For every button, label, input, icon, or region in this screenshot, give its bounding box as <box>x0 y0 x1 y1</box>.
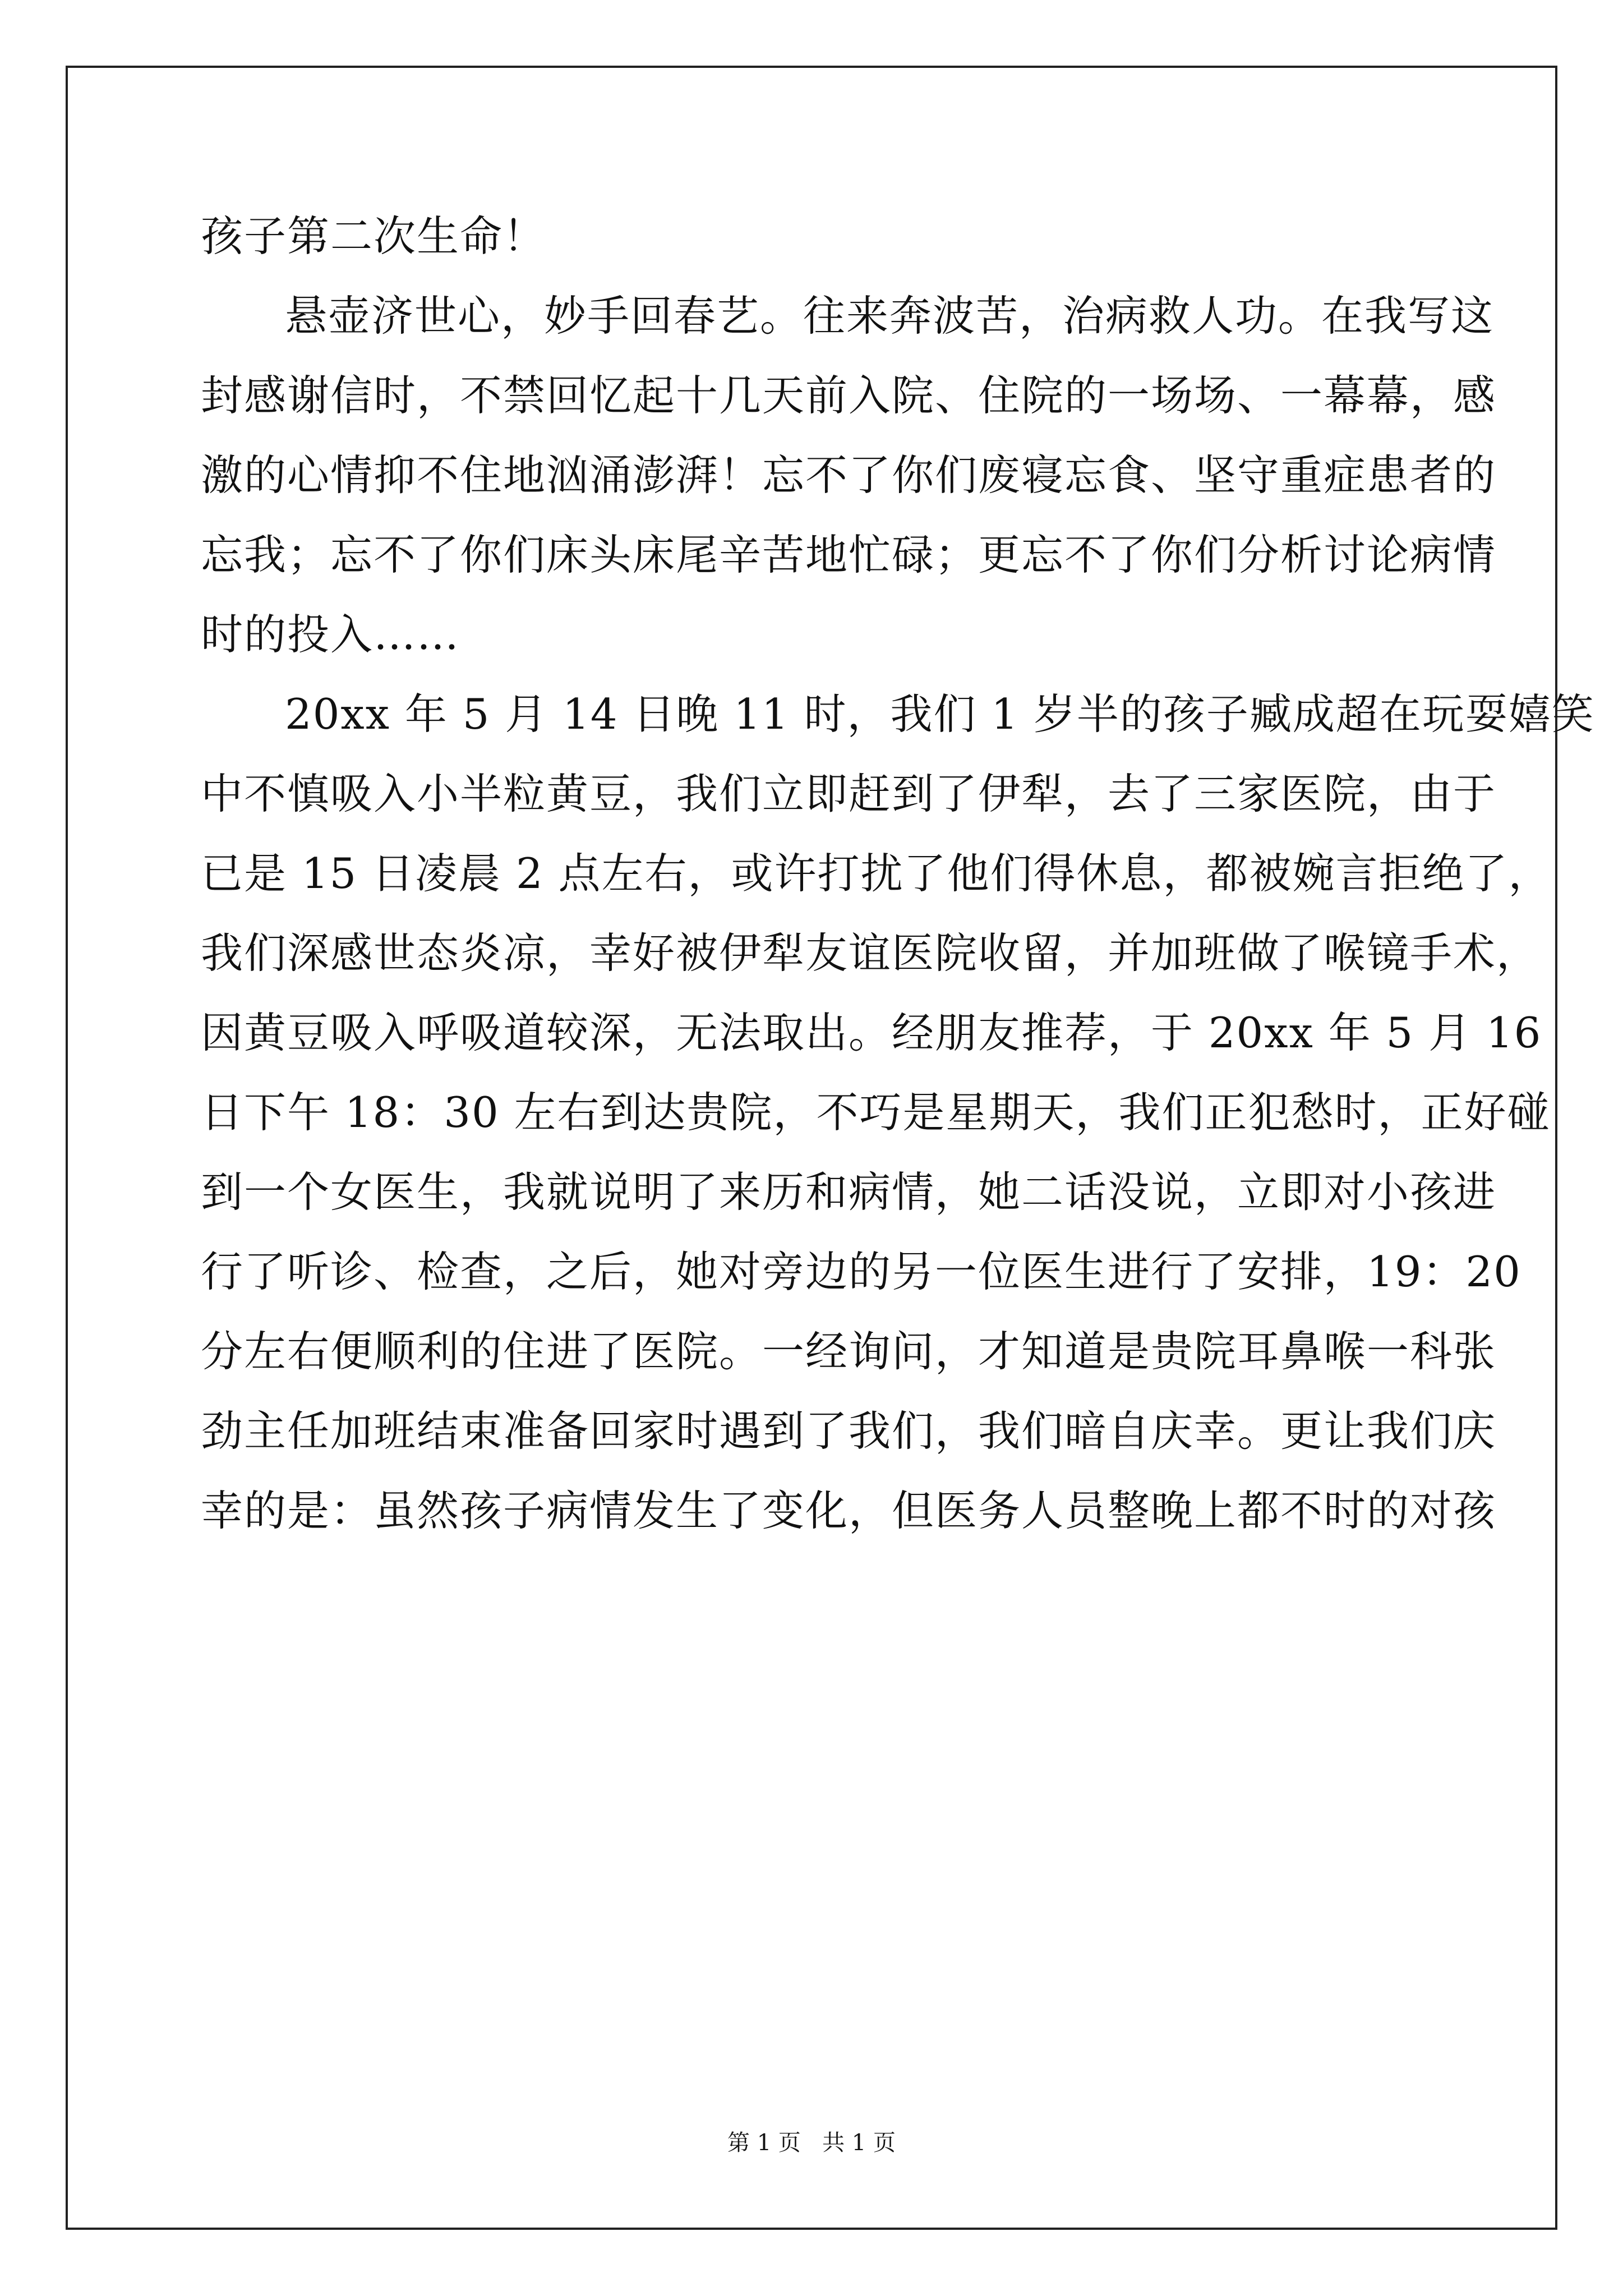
text-line: 到一个女医生，我就说明了来历和病情，她二话没说，立即对小孩进 <box>201 1167 1497 1217</box>
text-line: 幸的是：虽然孩子病情发生了变化，但医务人员整晚上都不时的对孩 <box>201 1486 1497 1535</box>
text-line: 悬壶济世心，妙手回春艺。往来奔波苦，治病救人功。在我写这 <box>285 291 1495 341</box>
text-line: 已是 15 日凌晨 2 点左右，或许打扰了他们得休息，都被婉言拒绝了， <box>201 849 1552 898</box>
text-line: 行了听诊、检查，之后，她对旁边的另一位医生进行了安排，19：20 <box>201 1247 1521 1296</box>
text-line: 中不慎吸入小半粒黄豆，我们立即赶到了伊犁，去了三家医院，由于 <box>201 769 1497 818</box>
text-line: 日下午 18：30 左右到达贵院，不巧是星期天，我们正犯愁时，正好碰 <box>201 1088 1551 1137</box>
text-line: 我们深感世态炎凉，幸好被伊犁友谊医院收留，并加班做了喉镜手术， <box>201 928 1540 978</box>
text-line: 因黄豆吸入呼吸道较深，无法取出。经朋友推荐，于 20xx 年 5 月 16 <box>201 1008 1542 1057</box>
letter-body <box>201 196 1595 1550</box>
text-line: 20xx 年 5 月 14 日晚 11 时，我们 1 岁半的孩子臧成超在玩耍嬉笑 <box>285 689 1595 739</box>
page-footer: 第 1 页 共 1 页 <box>727 2130 896 2156</box>
text-line: 孩子第二次生命！ <box>201 211 547 261</box>
text-line: 时的投入…… <box>201 610 460 659</box>
text-line: 激的心情抑不住地汹涌澎湃！忘不了你们废寝忘食、坚守重症患者的 <box>201 450 1497 500</box>
text-line: 劲主任加班结束准备回家时遇到了我们，我们暗自庆幸。更让我们庆 <box>201 1406 1497 1456</box>
text-line: 忘我；忘不了你们床头床尾辛苦地忙碌；更忘不了你们分析讨论病情 <box>201 530 1497 579</box>
text-line: 封感谢信时，不禁回忆起十几天前入院、住院的一场场、一幕幕，感 <box>201 371 1497 420</box>
text-line: 分左右便顺利的住进了医院。一经询问，才知道是贵院耳鼻喉一科张 <box>201 1327 1497 1376</box>
